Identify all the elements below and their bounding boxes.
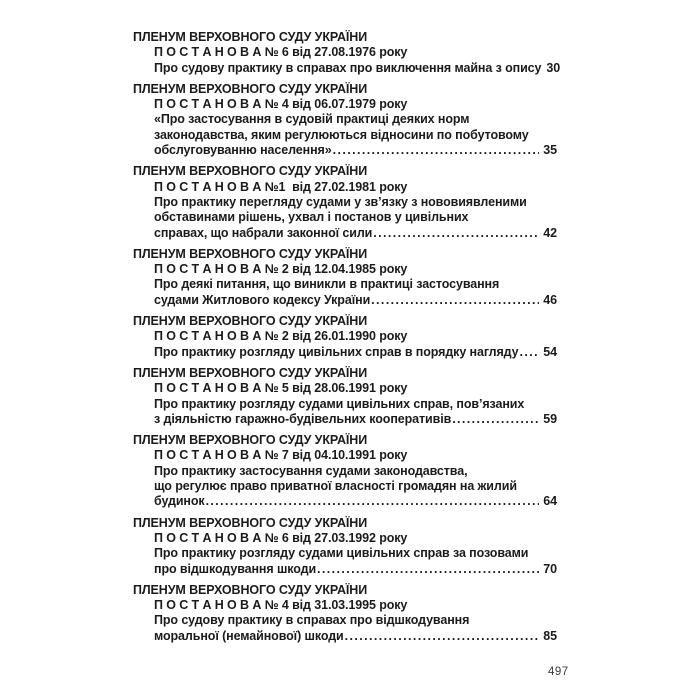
toc-entry [133, 516, 557, 577]
entry-description-line: Про судову практику в справах про відшкодування [154, 613, 470, 628]
entry-description-line [133, 629, 557, 644]
entry-description-line [133, 60, 561, 76]
entry-page-number: 35 [543, 143, 557, 158]
dot-leader [333, 143, 540, 158]
entry-description-text: моральної (немайнової) шкоди [154, 628, 344, 643]
toc-entry [133, 164, 557, 240]
table-of-contents [133, 30, 561, 650]
entry-heading: ПЛЕНУМ ВЕРХОВНОГО СУДУ УКРАЇНИ [133, 81, 368, 96]
entry-description-line [133, 412, 557, 427]
entry-page-number: 42 [543, 225, 557, 240]
entry-description-line: «Про застосування в судовій практиці деяких норм [154, 112, 470, 127]
entry-description-text: будинок [154, 494, 205, 509]
entry-description-line [133, 226, 557, 241]
entry-resolution: П О С Т А Н О В А № 6 від 27.03.1992 року [154, 530, 408, 545]
entry-heading: ПЛЕНУМ ВЕРХОВНОГО СУДУ УКРАЇНИ [133, 433, 368, 448]
toc-entry [133, 366, 557, 427]
entry-description-line: Про практику застосування судами законодавства, [154, 463, 468, 478]
entry-description-line [133, 293, 557, 308]
entry-description-line: Про практику розгляду судами цивільних справ, пов’язаних [154, 396, 525, 411]
toc-entry [133, 433, 557, 509]
toc-entry [133, 30, 561, 76]
dot-leader [520, 345, 540, 360]
entry-resolution: П О С Т А Н О В А № 4 від 06.07.1979 року [154, 97, 408, 112]
entry-description-text: про відшкодування шкоди [154, 561, 317, 576]
dot-leader [373, 226, 539, 241]
entry-description-line [133, 143, 557, 158]
entry-heading: ПЛЕНУМ ВЕРХОВНОГО СУДУ УКРАЇНИ [133, 582, 368, 597]
entry-description-text: судами Житлового кодексу України [154, 292, 371, 307]
entry-page-number: 64 [543, 494, 557, 509]
entry-description-line [133, 562, 557, 577]
entry-resolution: П О С Т А Н О В А № 2 від 12.04.1985 року [154, 262, 408, 277]
entry-resolution: П О С Т А Н О В А № 6 від 27.08.1976 року [154, 45, 408, 60]
entry-description-text: обслуговуванню населення» [154, 143, 332, 158]
dot-leader [452, 412, 539, 427]
entry-page-number: 46 [543, 292, 557, 307]
entry-resolution: П О С Т А Н О В А № 4 від 31.03.1995 року [154, 598, 408, 613]
entry-heading: ПЛЕНУМ ВЕРХОВНОГО СУДУ УКРАЇНИ [133, 365, 368, 380]
entry-description-line: Про практику розгляду судами цивільних справ за позовами [154, 546, 529, 561]
entry-resolution: П О С Т А Н О В А № 5 від 28.06.1991 року [154, 381, 408, 396]
dot-leader [206, 494, 540, 509]
entry-page-number: 54 [543, 344, 557, 359]
entry-heading: ПЛЕНУМ ВЕРХОВНОГО СУДУ УКРАЇНИ [133, 30, 368, 44]
entry-description-line: обставинами рішень, ухвал і постанов у цивільних [154, 210, 469, 225]
entry-description-line: Про деякі питання, що виникли в практиці застосування [154, 277, 500, 292]
entry-description-text: Про практику розгляду цивільних справ в порядку нагляду [154, 344, 519, 359]
entry-description-text: справах, що набрали законної сили [154, 225, 373, 240]
entry-description-line: законодавства, яким регулюються відносини по побутовому [154, 127, 529, 142]
entry-resolution: П О С Т А Н О В А № 2 від 26.01.1990 року [154, 329, 408, 344]
toc-entry [133, 314, 557, 360]
entry-description-line: що регулює право приватної власності громадян на жилий [154, 479, 517, 494]
dot-leader [345, 629, 540, 644]
entry-page-number: 59 [543, 411, 557, 426]
entry-description-line: Про практику перегляду судами у зв’язку з нововиявленими [154, 194, 527, 209]
toc-entry [133, 247, 557, 308]
entry-description-line [133, 494, 557, 509]
entry-description-text: Про судову практику в справах про виключення майна з опису [154, 60, 542, 75]
toc-entry [133, 583, 557, 644]
entry-resolution: П О С Т А Н О В А №1 від 27.02.1981 року [154, 179, 408, 194]
entry-heading: ПЛЕНУМ ВЕРХОВНОГО СУДУ УКРАЇНИ [133, 515, 368, 530]
page-number: 497 [548, 666, 569, 678]
toc-entry [133, 82, 557, 158]
entry-resolution: П О С Т А Н О В А № 7 від 04.10.1991 року [154, 448, 408, 463]
dot-leader [317, 562, 539, 577]
entry-page-number: 70 [543, 561, 557, 576]
entry-page-number: 85 [543, 628, 557, 643]
entry-heading: ПЛЕНУМ ВЕРХОВНОГО СУДУ УКРАЇНИ [133, 164, 368, 179]
entry-description-text: з діяльністю гаражно-будівельних кооперативів [154, 411, 452, 426]
entry-heading: ПЛЕНУМ ВЕРХОВНОГО СУДУ УКРАЇНИ [133, 314, 368, 329]
entry-description-line [133, 345, 557, 360]
entry-page-number: 30 [546, 60, 561, 75]
dot-leader [371, 293, 539, 308]
entry-heading: ПЛЕНУМ ВЕРХОВНОГО СУДУ УКРАЇНИ [133, 246, 368, 261]
